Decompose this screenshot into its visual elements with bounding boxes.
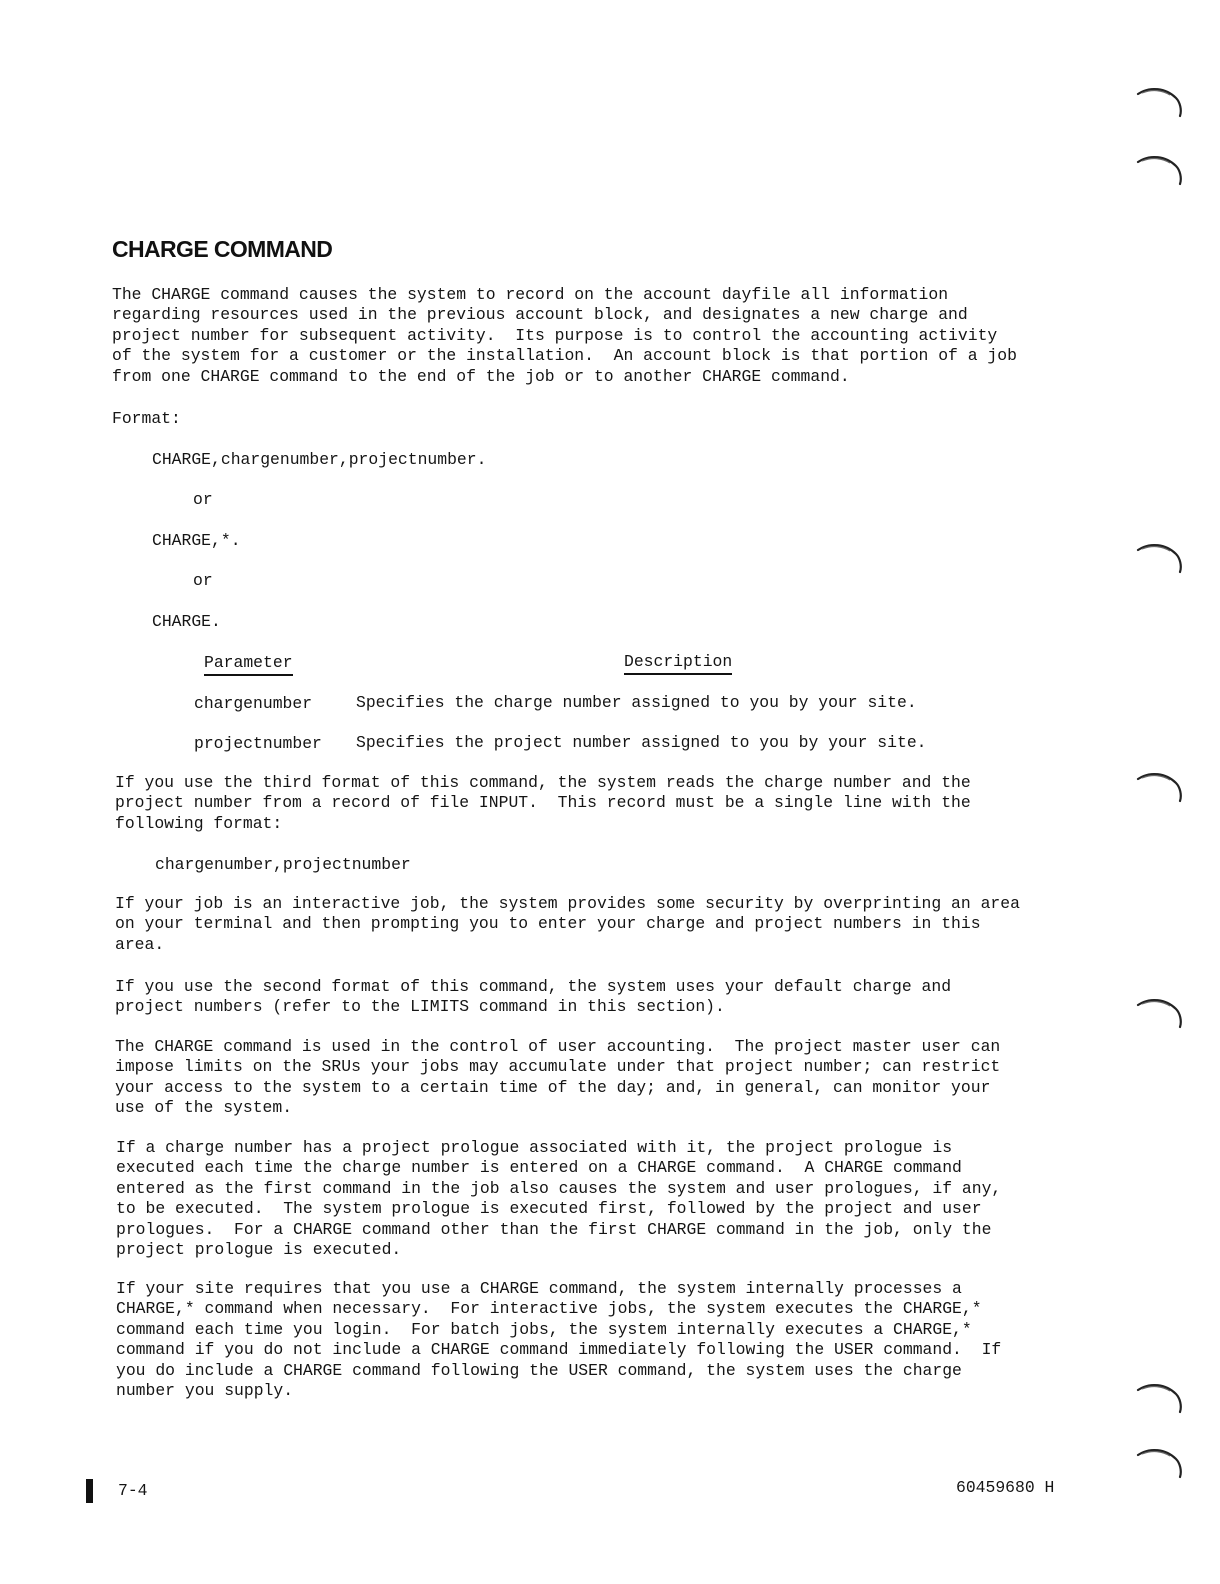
format-line-3: CHARGE. bbox=[152, 612, 221, 631]
parameter-description-chargenumber: Specifies the charge number assigned to you by your site. bbox=[356, 693, 917, 712]
site-requirement-paragraph: If your site requires that you use a CHARGE command, the system internally processes a CHARGE,* command when necessary. For interactive jobs, the system executes the CHARGE,* command each time you login. For batch jobs, the system internally executes a CHARGE,* command if you do not include a CHARGE command immediately following the USER command. If you do include a CHARGE command following the USER command, the system uses the charge number you supply. bbox=[116, 1279, 1002, 1401]
third-format-paragraph: If you use the third format of this command, the system reads the charge number and the project number from a record of file INPUT. This record must be a single line with the following format: bbox=[115, 773, 971, 833]
binder-hole-mark-5 bbox=[1132, 993, 1188, 1033]
interactive-job-paragraph: If your job is an interactive job, the system provides some security by overprinting an area on your terminal and then prompting you to enter your charge and project numbers in this area. bbox=[115, 894, 1020, 954]
parameter-name-chargenumber: chargenumber bbox=[194, 694, 313, 713]
change-bar bbox=[86, 1479, 93, 1503]
header-parameter: Parameter bbox=[204, 653, 293, 676]
input-record-format: chargenumber,projectnumber bbox=[155, 855, 411, 874]
format-line-1: CHARGE,chargenumber,projectnumber. bbox=[152, 450, 487, 469]
binder-hole-mark-3 bbox=[1132, 538, 1188, 578]
page-title: CHARGE COMMAND bbox=[112, 236, 333, 262]
parameter-name-projectnumber: projectnumber bbox=[194, 734, 322, 753]
intro-paragraph: The CHARGE command causes the system to record on the account dayfile all information regarding resources used in the previous account block, and designates a new charge and project number for subsequent activity. Its purpose is to control the accounting activity of the system for a customer or the installation. An account block is that portion of a job from one CHARGE command to the end of the job or to another CHARGE command. bbox=[112, 285, 1017, 386]
page-number: 7-4 bbox=[118, 1481, 148, 1500]
binder-hole-mark-7 bbox=[1132, 1443, 1188, 1483]
or-separator-1: or bbox=[193, 490, 213, 509]
binder-hole-mark-1 bbox=[1132, 82, 1188, 122]
format-label: Format: bbox=[112, 409, 181, 428]
binder-hole-mark-6 bbox=[1132, 1378, 1188, 1418]
header-description: Description bbox=[624, 652, 732, 675]
prologue-paragraph: If a charge number has a project prologue associated with it, the project prologue is executed each time the charge number is entered on a CHARGE command. A CHARGE command entered as the first command in the job also causes the system and user prologues, if any, to be executed. The system prologue is executed first, followed by the project and user prologues. For a CHARGE command other than the first CHARGE command in the job, only the project prologue is executed. bbox=[116, 1138, 1002, 1260]
format-line-2: CHARGE,*. bbox=[152, 531, 241, 550]
or-separator-2: or bbox=[193, 571, 213, 590]
accounting-control-paragraph: The CHARGE command is used in the control of user accounting. The project master user can impose limits on the SRUs your jobs may accumulate under that project number; can restrict your access to the system to a certain time of the day; and, in general, can monitor your use of the system. bbox=[115, 1037, 1001, 1118]
document-number: 60459680 H bbox=[956, 1478, 1055, 1497]
second-format-paragraph: If you use the second format of this command, the system uses your default charge and project numbers (refer to the LIMITS command in this section). bbox=[115, 977, 952, 1017]
parameter-description-projectnumber: Specifies the project number assigned to you by your site. bbox=[356, 733, 927, 752]
binder-hole-mark-2 bbox=[1132, 150, 1188, 190]
binder-hole-mark-4 bbox=[1132, 767, 1188, 807]
